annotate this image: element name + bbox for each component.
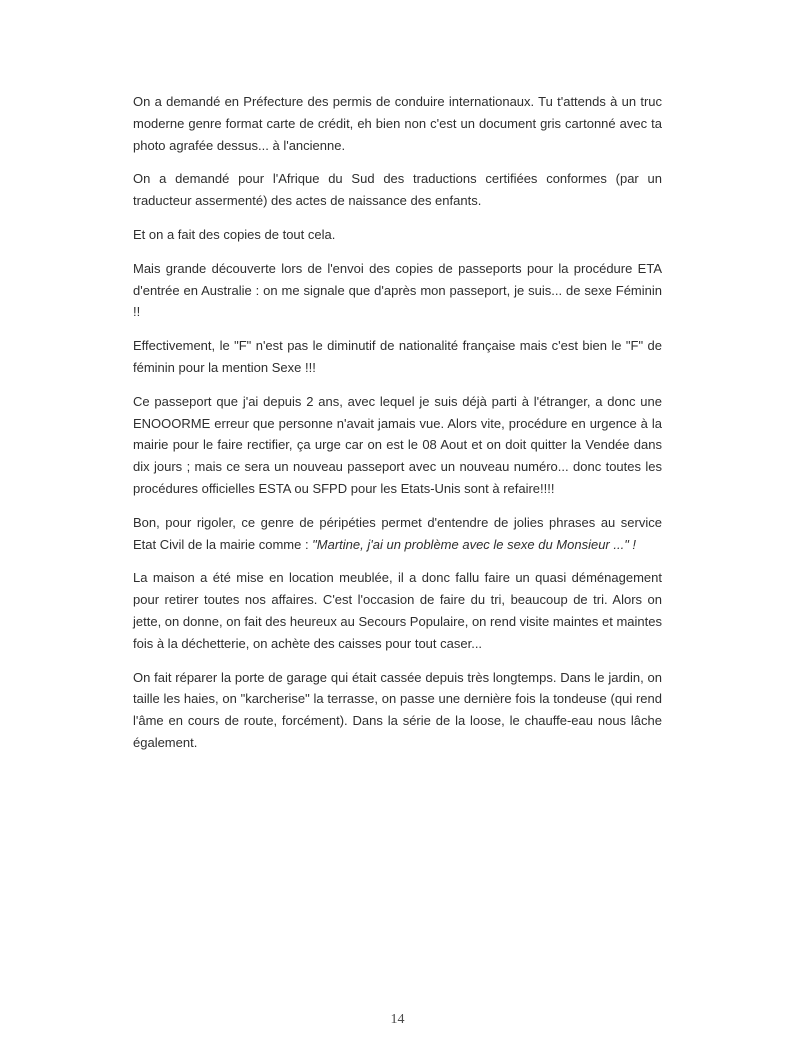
- document-body: [133, 91, 662, 766]
- paragraph-segment: On fait réparer la porte de garage qui était cassée depuis très longtemps. Dans le jardin, on taille les haies, on "karcherise" la terrasse, on passe une dernière fois la tondeuse (qui rend l'âme en cours de route, forcément). Dans la série de la loose, le chauffe-eau nous lâche également.: [133, 669, 662, 750]
- paragraph-segment: On a demandé en Préfecture des permis de conduire internationaux. Tu t'attends à un truc moderne genre format carte de crédit, eh bien non c'est un document gris cartonné avec ta photo agrafée dessus... à l'ancienne.: [133, 94, 662, 153]
- paragraph: [133, 512, 662, 556]
- paragraph-segment: Et on a fait des copies de tout cela.: [133, 226, 336, 242]
- paragraph-segment: On a demandé pour l'Afrique du Sud des traductions certifiées conformes (par un traducteur assermenté) des actes de naissance des enfants.: [133, 171, 662, 209]
- paragraph-segment-italic: "Martine, j'ai un problème avec le sexe du Monsieur ..." !: [312, 536, 637, 552]
- paragraph: [133, 168, 662, 212]
- paragraph-segment: La maison a été mise en location meublée, il a donc fallu faire un quasi déménagement pour retirer toutes nos affaires. C'est l'occasion de faire du tri, beaucoup de tri. Alors on jette, on donne, on fait des heureux au Secours Populaire, on rend visite maintes et maintes fois à la déchetterie, on achète des caisses pour tout caser...: [133, 570, 662, 651]
- paragraph: [133, 667, 662, 754]
- paragraph: [133, 391, 662, 500]
- paragraph-segment: Bon, pour rigoler, ce genre de péripéties permet d'entendre de jolies phrases au service Etat Civil de la mairie comme :: [133, 514, 662, 552]
- paragraph: [133, 258, 662, 323]
- paragraph-segment: Effectivement, le "F" n'est pas le diminutif de nationalité française mais c'est bien le "F" de féminin pour la mention Sexe !!!: [133, 338, 662, 375]
- paragraph: [133, 91, 662, 156]
- paragraph: [133, 335, 662, 379]
- paragraph-segment: Mais grande découverte lors de l'envoi des copies de passeports pour la procédure ETA d'entrée en Australie : on me signale que d'après mon passeport, je suis... de sexe Féminin !!: [133, 260, 662, 320]
- paragraph-segment: Ce passeport que j'ai depuis 2 ans, avec lequel je suis déjà parti à l'étranger, a donc une ENOOORME erreur que personne n'avait jamais vue. Alors vite, procédure en urgence à la mairie pour le faire rectifier, ça urge car on est le 08 Aout et on doit quitter la Vendée dans dix jours ; mais ce sera un nouveau passeport avec un nouveau numéro... donc toutes les procédures officielles ESTA ou SFPD pour les Etats-Unis sont à refaire!!!!: [133, 393, 662, 496]
- paragraph: [133, 224, 662, 246]
- page-number: 14: [390, 1012, 405, 1027]
- paragraph: [133, 567, 662, 654]
